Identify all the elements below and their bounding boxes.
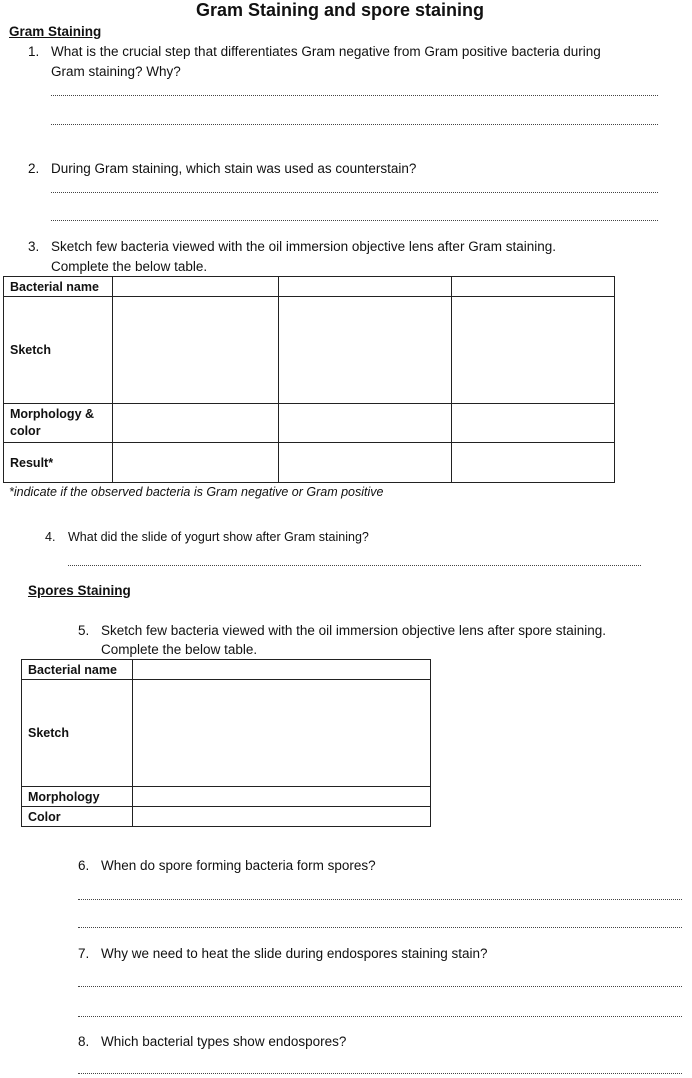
table-cell[interactable] <box>278 277 452 297</box>
question-5-line1: Sketch few bacteria viewed with the oil immersion objective lens after spore staining. <box>101 623 606 638</box>
table-cell[interactable] <box>278 404 452 443</box>
question-4-number: 4. <box>45 530 56 544</box>
table-cell[interactable] <box>132 680 430 787</box>
gram-staining-heading: Gram Staining <box>9 24 102 39</box>
question-3-line1: Sketch few bacteria viewed with the oil immersion objective lens after Gram staining. <box>51 239 556 254</box>
table-cell[interactable] <box>278 297 452 404</box>
table-cell[interactable] <box>112 443 278 483</box>
table-cell[interactable] <box>132 787 430 807</box>
table-footnote: *indicate if the observed bacteria is Gram negative or Gram positive <box>9 485 384 499</box>
row-label-morphology: Morphology <box>22 787 133 807</box>
answer-line[interactable] <box>78 986 682 987</box>
question-8-number: 8. <box>78 1034 90 1049</box>
question-6-number: 6. <box>78 858 90 873</box>
table-row <box>4 277 615 297</box>
question-5-number: 5. <box>78 623 90 638</box>
question-6-text: When do spore forming bacteria form spores? <box>101 858 376 873</box>
question-1-number: 1. <box>28 44 40 59</box>
question-4-text: What did the slide of yogurt show after Gram staining? <box>68 530 369 544</box>
table-cell[interactable] <box>112 404 278 443</box>
row-label-sketch: Sketch <box>22 680 133 787</box>
table-cell[interactable] <box>452 443 615 483</box>
answer-line[interactable] <box>78 927 682 928</box>
row-label-morphology-color <box>4 404 113 443</box>
question-8-text: Which bacterial types show endospores? <box>101 1034 347 1049</box>
spore-staining-table <box>21 659 431 827</box>
row-label-bacterial-name: Bacterial name <box>4 277 113 297</box>
question-3-line2: Complete the below table. <box>51 259 208 274</box>
question-1-line1: What is the crucial step that differentiates Gram negative from Gram positive bacteria during <box>51 44 601 59</box>
answer-line[interactable] <box>51 124 658 125</box>
row-label-color: Color <box>22 807 133 827</box>
row-label-morphology: Morphology & <box>10 407 95 421</box>
page-title: Gram Staining and spore staining <box>195 0 485 20</box>
table-row <box>4 443 615 483</box>
table-row <box>22 660 431 680</box>
table-cell[interactable] <box>452 297 615 404</box>
question-7-number: 7. <box>78 946 90 961</box>
gram-staining-table <box>3 276 615 483</box>
table-cell[interactable] <box>112 297 278 404</box>
answer-line[interactable] <box>51 95 658 96</box>
table-cell[interactable] <box>452 277 615 297</box>
table-row <box>22 807 431 827</box>
question-2-text: During Gram staining, which stain was used as counterstain? <box>51 161 417 176</box>
question-2-number: 2. <box>28 161 40 176</box>
row-label-result: Result* <box>4 443 113 483</box>
table-cell[interactable] <box>132 660 430 680</box>
row-label-sketch: Sketch <box>4 297 113 404</box>
table-cell[interactable] <box>112 277 278 297</box>
row-label-bacterial-name: Bacterial name <box>22 660 133 680</box>
table-cell[interactable] <box>132 807 430 827</box>
question-3-number: 3. <box>28 239 40 254</box>
answer-line[interactable] <box>51 192 658 193</box>
answer-line[interactable] <box>78 1073 682 1074</box>
row-label-color: color <box>10 424 41 438</box>
answer-line[interactable] <box>78 1016 682 1017</box>
table-row <box>4 404 615 443</box>
table-cell[interactable] <box>452 404 615 443</box>
question-1-line2: Gram staining? Why? <box>51 64 181 79</box>
table-row <box>22 787 431 807</box>
spores-staining-heading: Spores Staining <box>28 583 131 598</box>
table-row <box>4 297 615 404</box>
question-7-text: Why we need to heat the slide during endospores staining stain? <box>101 946 488 961</box>
answer-line[interactable] <box>51 220 658 221</box>
answer-line[interactable] <box>68 565 641 566</box>
table-cell[interactable] <box>278 443 452 483</box>
table-row <box>22 680 431 787</box>
question-5-line2: Complete the below table. <box>101 642 258 657</box>
answer-line[interactable] <box>78 899 682 900</box>
